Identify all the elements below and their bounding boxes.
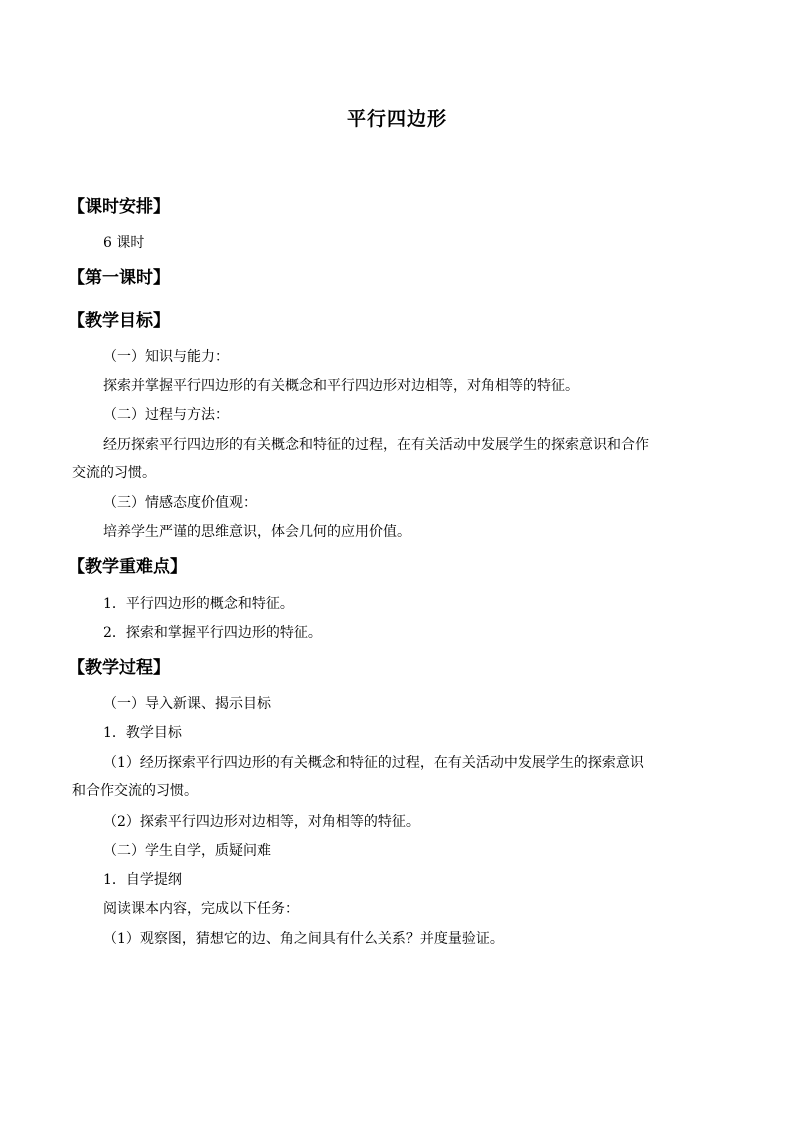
goal-process-label: （二）过程与方法：	[103, 407, 229, 423]
process-goal-1-line-2: 和合作交流的习惯。	[72, 783, 198, 799]
process-read-instruction: 阅读课本内容，完成以下任务：	[103, 901, 299, 917]
text-hours: 6 课时	[103, 235, 145, 251]
heading-lesson1: 【第一课时】	[68, 268, 170, 288]
process-task-1: （1）观察图，猜想它的边、角之间具有什么关系？并度量验证。	[103, 931, 504, 947]
goal-process-text-1: 经历探索平行四边形的有关概念和特征的过程，在有关活动中发展学生的探索意识和合作	[103, 437, 649, 453]
goal-knowledge-text: 探索并掌握平行四边形的有关概念和平行四边形对边相等，对角相等的特征。	[103, 378, 579, 394]
goal-knowledge-label: （一）知识与能力：	[103, 349, 229, 365]
heading-process: 【教学过程】	[68, 658, 170, 678]
process-item-goals: 1．教学目标	[103, 725, 182, 741]
goal-process-text-2: 交流的习惯。	[72, 465, 156, 481]
heading-goals: 【教学目标】	[68, 311, 170, 331]
process-section-1: （一）导入新课、揭示目标	[103, 696, 271, 712]
document-title: 平行四边形	[346, 108, 447, 130]
keypoint-2: 2．探索和掌握平行四边形的特征。	[103, 625, 322, 641]
keypoint-1: 1．平行四边形的概念和特征。	[103, 596, 294, 612]
goal-attitude-label: （三）情感态度价值观：	[103, 495, 257, 511]
heading-schedule: 【课时安排】	[68, 197, 170, 217]
goal-attitude-text: 培养学生严谨的思维意识，体会几何的应用价值。	[103, 524, 411, 540]
process-item-outline: 1．自学提纲	[103, 872, 182, 888]
heading-keypoints: 【教学重难点】	[68, 557, 187, 577]
process-section-2: （二）学生自学，质疑问难	[103, 843, 271, 859]
process-goal-1-line-1: （1）经历探索平行四边形的有关概念和特征的过程，在有关活动中发展学生的探索意识	[103, 755, 644, 771]
process-goal-2: （2）探索平行四边形对边相等，对角相等的特征。	[103, 814, 420, 830]
